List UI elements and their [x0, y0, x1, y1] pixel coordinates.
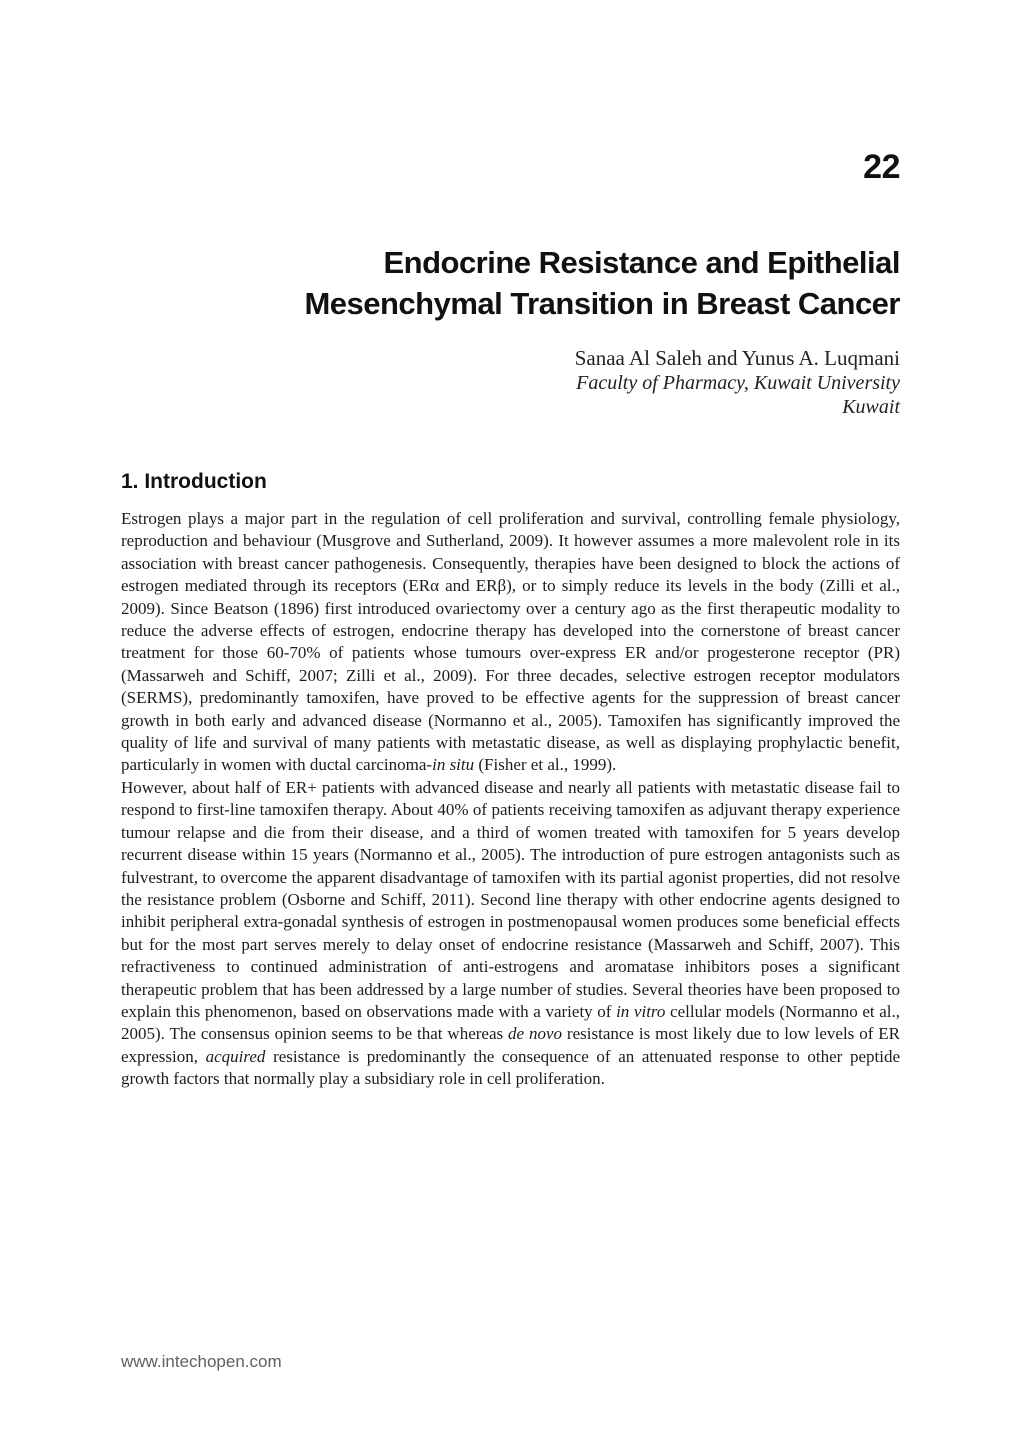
chapter-title-line-2: Mesenchymal Transition in Breast Cancer [304, 286, 900, 321]
body-paragraph-2: However, about half of ER+ patients with advanced disease and nearly all patients with metastatic disease fail to respond to first-line tamoxifen therapy. About 40% of patients receiving tamoxifen as adjuvant therapy experience tumour relapse and die from their disease, and a third of women treated with tamoxifen for 5 years develop recurrent disease within 15 years (Normanno et al., 2005). The introduction of pure estrogen antagonists such as fulvestrant, to overcome the apparent disadvantage of tamoxifen with its partial agonist properties, did not resolve the resistance problem (Osborne and Schiff, 2011). Second line therapy with other endocrine agents designed to inhibit peripheral extra-gonadal synthesis of estrogen in postmenopausal women produces some beneficial effects but for the most part serves merely to delay onset of endocrine resistance (Massarweh and Schiff, 2007). This refractiveness to continued administration of anti-estrogens and aromatase inhibitors poses a significant therapeutic problem that has been addressed by a large number of studies. Several theories have been proposed to explain this phenomenon, based on observations made with a variety of in vitro cellular models (Normanno et al., 2005). The consensus opinion seems to be that whereas de novo resistance is most likely due to low levels of ER expression, acquired resistance is predominantly the consequence of an attenuated response to other peptide growth factors that normally play a subsidiary role in cell proliferation. [121, 777, 900, 1089]
affiliation-line-2: Kuwait [842, 396, 900, 418]
footer-publisher-link[interactable]: www.intechopen.com [121, 1352, 282, 1371]
body-paragraph-1: Estrogen plays a major part in the regulation of cell proliferation and survival, controlling female physiology, reproduction and behaviour (Musgrove and Sutherland, 2009). It however assumes a more malevolent role in its association with breast cancer pathogenesis. Consequently, therapies have been designed to block the actions of estrogen mediated through its receptors (ERα and ERβ), or to simply reduce its levels in the body (Zilli et al., 2009). Since Beatson (1896) first introduced ovariectomy over a century ago as the first therapeutic modality to reduce the adverse effects of estrogen, endocrine therapy has developed into the cornerstone of breast cancer treatment for those 60-70% of patients whose tumours over-express ER and/or progesterone receptor (PR) (Massarweh and Schiff, 2007; Zilli et al., 2009). For three decades, selective estrogen receptor modulators (SERMS), predominantly tamoxifen, have proved to be effective agents for the suppression of breast cancer growth in both early and advanced disease (Normanno et al., 2005). Tamoxifen has significantly improved the quality of life and survival of many patients with metastatic disease, as well as displaying prophylactic benefit, particularly in women with ductal carcinoma-in situ (Fisher et al., 1999). [121, 509, 900, 775]
chapter-title [121, 242, 900, 324]
affiliation-line-1: Faculty of Pharmacy, Kuwait University [576, 372, 900, 394]
page-content [121, 0, 900, 1091]
section-heading-introduction: 1. Introduction [121, 470, 267, 493]
author-names: Sanaa Al Saleh and Yunus A. Luqmani [574, 346, 900, 370]
chapter-title-line-1: Endocrine Resistance and Epithelial [383, 245, 900, 280]
chapter-number: 22 [863, 148, 900, 186]
